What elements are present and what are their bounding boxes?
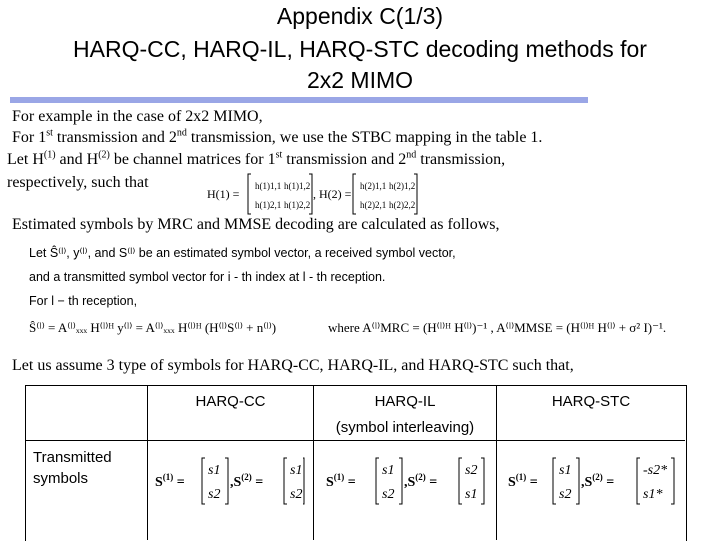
- svg-text:S(1) =: $S^{(1)}$ =: [155, 472, 185, 490]
- title-underline: [10, 97, 588, 103]
- estimated-symbols-line: Estimated symbols by MRC and MMSE decoding are calculated as follows,: [12, 216, 500, 233]
- formula-for-line: For l − th reception,: [29, 294, 138, 308]
- svg-text:,S(2) =: $,S^{(2)}$ =: [581, 472, 615, 490]
- h2-entry-22: h(2)2,2: [389, 200, 416, 210]
- formula-where: where A⁽ˡ⁾MRC = (H⁽ˡ⁾ᴴ H⁽ˡ⁾)⁻¹ , A⁽ˡ⁾MMSE = (H⁽ˡ⁾ᴴ H⁽ˡ⁾ + σ² I)⁻¹.: [328, 320, 667, 335]
- il-s2-bottom: s1: [465, 487, 478, 502]
- header-harq-il: HARQ-IL: [374, 393, 436, 410]
- h2-label: , H(2) =: [313, 187, 352, 201]
- il-symbols: [326, 452, 486, 510]
- transmission-line: For 1st transmission and 2nd transmission, we use the STBC mapping in the table 1.: [12, 127, 543, 146]
- assume-line: Let us assume 3 type of symbols for HARQ-CC, HARQ-IL, and HARQ-STC such that,: [12, 357, 574, 374]
- stc-s1-bottom: s2: [559, 487, 572, 502]
- header-harq-cc: HARQ-CC: [195, 393, 266, 410]
- formula-and-line: and a transmitted symbol vector for i - th index at l - th reception.: [29, 270, 386, 284]
- row-label-transmitted: Transmitted: [33, 449, 112, 466]
- channel-matrix-line: Let $H^{(1)}$ and $H^{(2)}$ be channel matrices for 1st transmission and 2nd transmission,: [7, 149, 506, 168]
- page-title-line-3: 2x2 MIMO: [306, 67, 414, 93]
- cc-symbols: [155, 452, 305, 510]
- header-harq-stc: HARQ-STC: [551, 393, 631, 410]
- h1-entry-11: h(1)1,1: [255, 181, 282, 191]
- svg-text:,S(2) =: $,S^{(2)}$ =: [404, 472, 438, 490]
- formula-equation: Ŝ⁽ˡ⁾ = A⁽ˡ⁾ₓₓₓ H⁽ˡ⁾ᴴ y⁽ˡ⁾ = A⁽ˡ⁾ₓₓₓ H⁽ˡ⁾ᴴ (H⁽ˡ⁾S⁽ˡ⁾ + n⁽ˡ⁾): [29, 320, 277, 335]
- svg-text:,S(2) =: $,S^{(2)}$ =: [230, 472, 264, 490]
- il-s1-bottom: s2: [382, 487, 395, 502]
- cc-s2-top: s1: [290, 463, 303, 478]
- cc-s1-bottom: s2: [208, 487, 221, 502]
- il-s2-top: s2: [465, 463, 478, 478]
- h1-entry-22: h(1)2,2: [284, 200, 311, 210]
- stc-s1-top: s1: [559, 463, 572, 478]
- svg-text:S(1) =: $S^{(1)}$ =: [326, 472, 356, 490]
- h2-entry-11: h(2)1,1: [360, 181, 387, 191]
- il-s1-top: s1: [382, 463, 395, 478]
- h1-entry-12: h(1)1,2: [284, 181, 311, 191]
- header-harq-il-subtitle: (symbol interleaving): [335, 419, 475, 436]
- page-title-line-2: HARQ-CC, HARQ-IL, HARQ-STC decoding methods for: [73, 36, 647, 62]
- stc-s2-bottom: s1*: [643, 487, 663, 502]
- page-title-line-1: Appendix C(1/3): [276, 3, 444, 29]
- svg-text:S(1) =: $S^{(1)}$ =: [508, 472, 538, 490]
- intro-line: For example in the case of 2x2 MIMO,: [12, 108, 263, 125]
- channel-matrices-formula: [205, 170, 420, 218]
- stc-symbols: [508, 452, 676, 510]
- row-label-symbols: symbols: [33, 470, 89, 487]
- h1-label: H(1) =: [207, 187, 240, 201]
- h2-entry-21: h(2)2,1: [360, 200, 387, 210]
- respectively-line: respectively, such that: [7, 174, 149, 191]
- cc-s1-top: s1: [208, 463, 221, 478]
- cc-s2-bottom: s2: [290, 487, 303, 502]
- formula-let-line: Let Ŝ⁽ˡ⁾, y⁽ˡ⁾, and S⁽ˡ⁾ be an estimated symbol vector, a received symbol vector,: [29, 246, 456, 260]
- stc-s2-top: -s2*: [643, 463, 668, 478]
- h2-entry-12: h(2)1,2: [389, 181, 416, 191]
- h1-entry-21: h(1)2,1: [255, 200, 282, 210]
